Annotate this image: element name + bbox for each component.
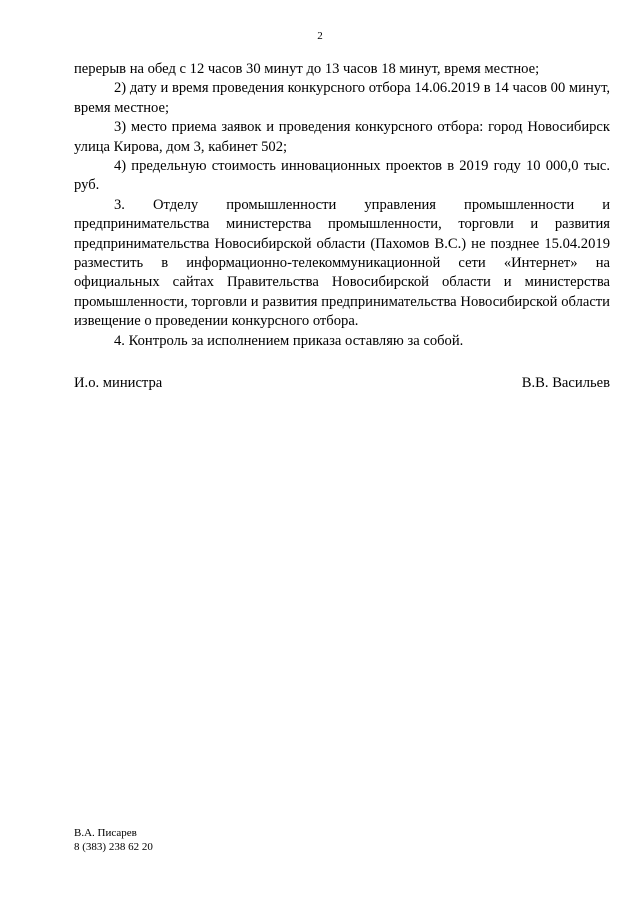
page-number: 2 bbox=[317, 30, 323, 42]
signature-block bbox=[74, 374, 610, 393]
executor-phone: 8 (383) 238 62 20 bbox=[74, 841, 153, 853]
signatory-name: В.В. Васильев bbox=[521, 375, 610, 391]
document-body bbox=[74, 60, 610, 351]
paragraph-publication: 3. Отделу промышленности управления промышленности и предпринимательства министерства промышленности, торговли и развития предпринимательства Новосибирской области (Пахомов В.С.) не позднее 15.04.2019 разместить в информационно-телекоммуникационной сети «Интернет» на официальных сайтах Правительства Новосибирской области и министерства промышленности, торговли и развития предпринимательства Новосибирской области извещение о проведении конкурсного отбора. bbox=[74, 196, 610, 330]
signatory-position: И.о. министра bbox=[74, 375, 163, 391]
paragraph-control: 4. Контроль за исполнением приказа оставляю за собой. bbox=[114, 332, 464, 349]
paragraph-date-time: 2) дату и время проведения конкурсного отбора 14.06.2019 в 14 часов 00 минут, время местное; bbox=[74, 80, 610, 116]
executor-name: В.А. Писарев bbox=[74, 827, 137, 839]
paragraph-max-cost: 4) предельную стоимость инновационных проектов в 2019 году 10 000,0 тыс. руб. bbox=[74, 158, 610, 194]
paragraph-location: 3) место приема заявок и проведения конкурсного отбора: город Новосибирск улица Кирова, дом 3, кабинет 502; bbox=[74, 119, 610, 155]
executor-footer bbox=[74, 826, 153, 854]
paragraph-lunch-break: перерыв на обед с 12 часов 30 минут до 13 часов 18 минут, время местное; bbox=[74, 61, 540, 77]
